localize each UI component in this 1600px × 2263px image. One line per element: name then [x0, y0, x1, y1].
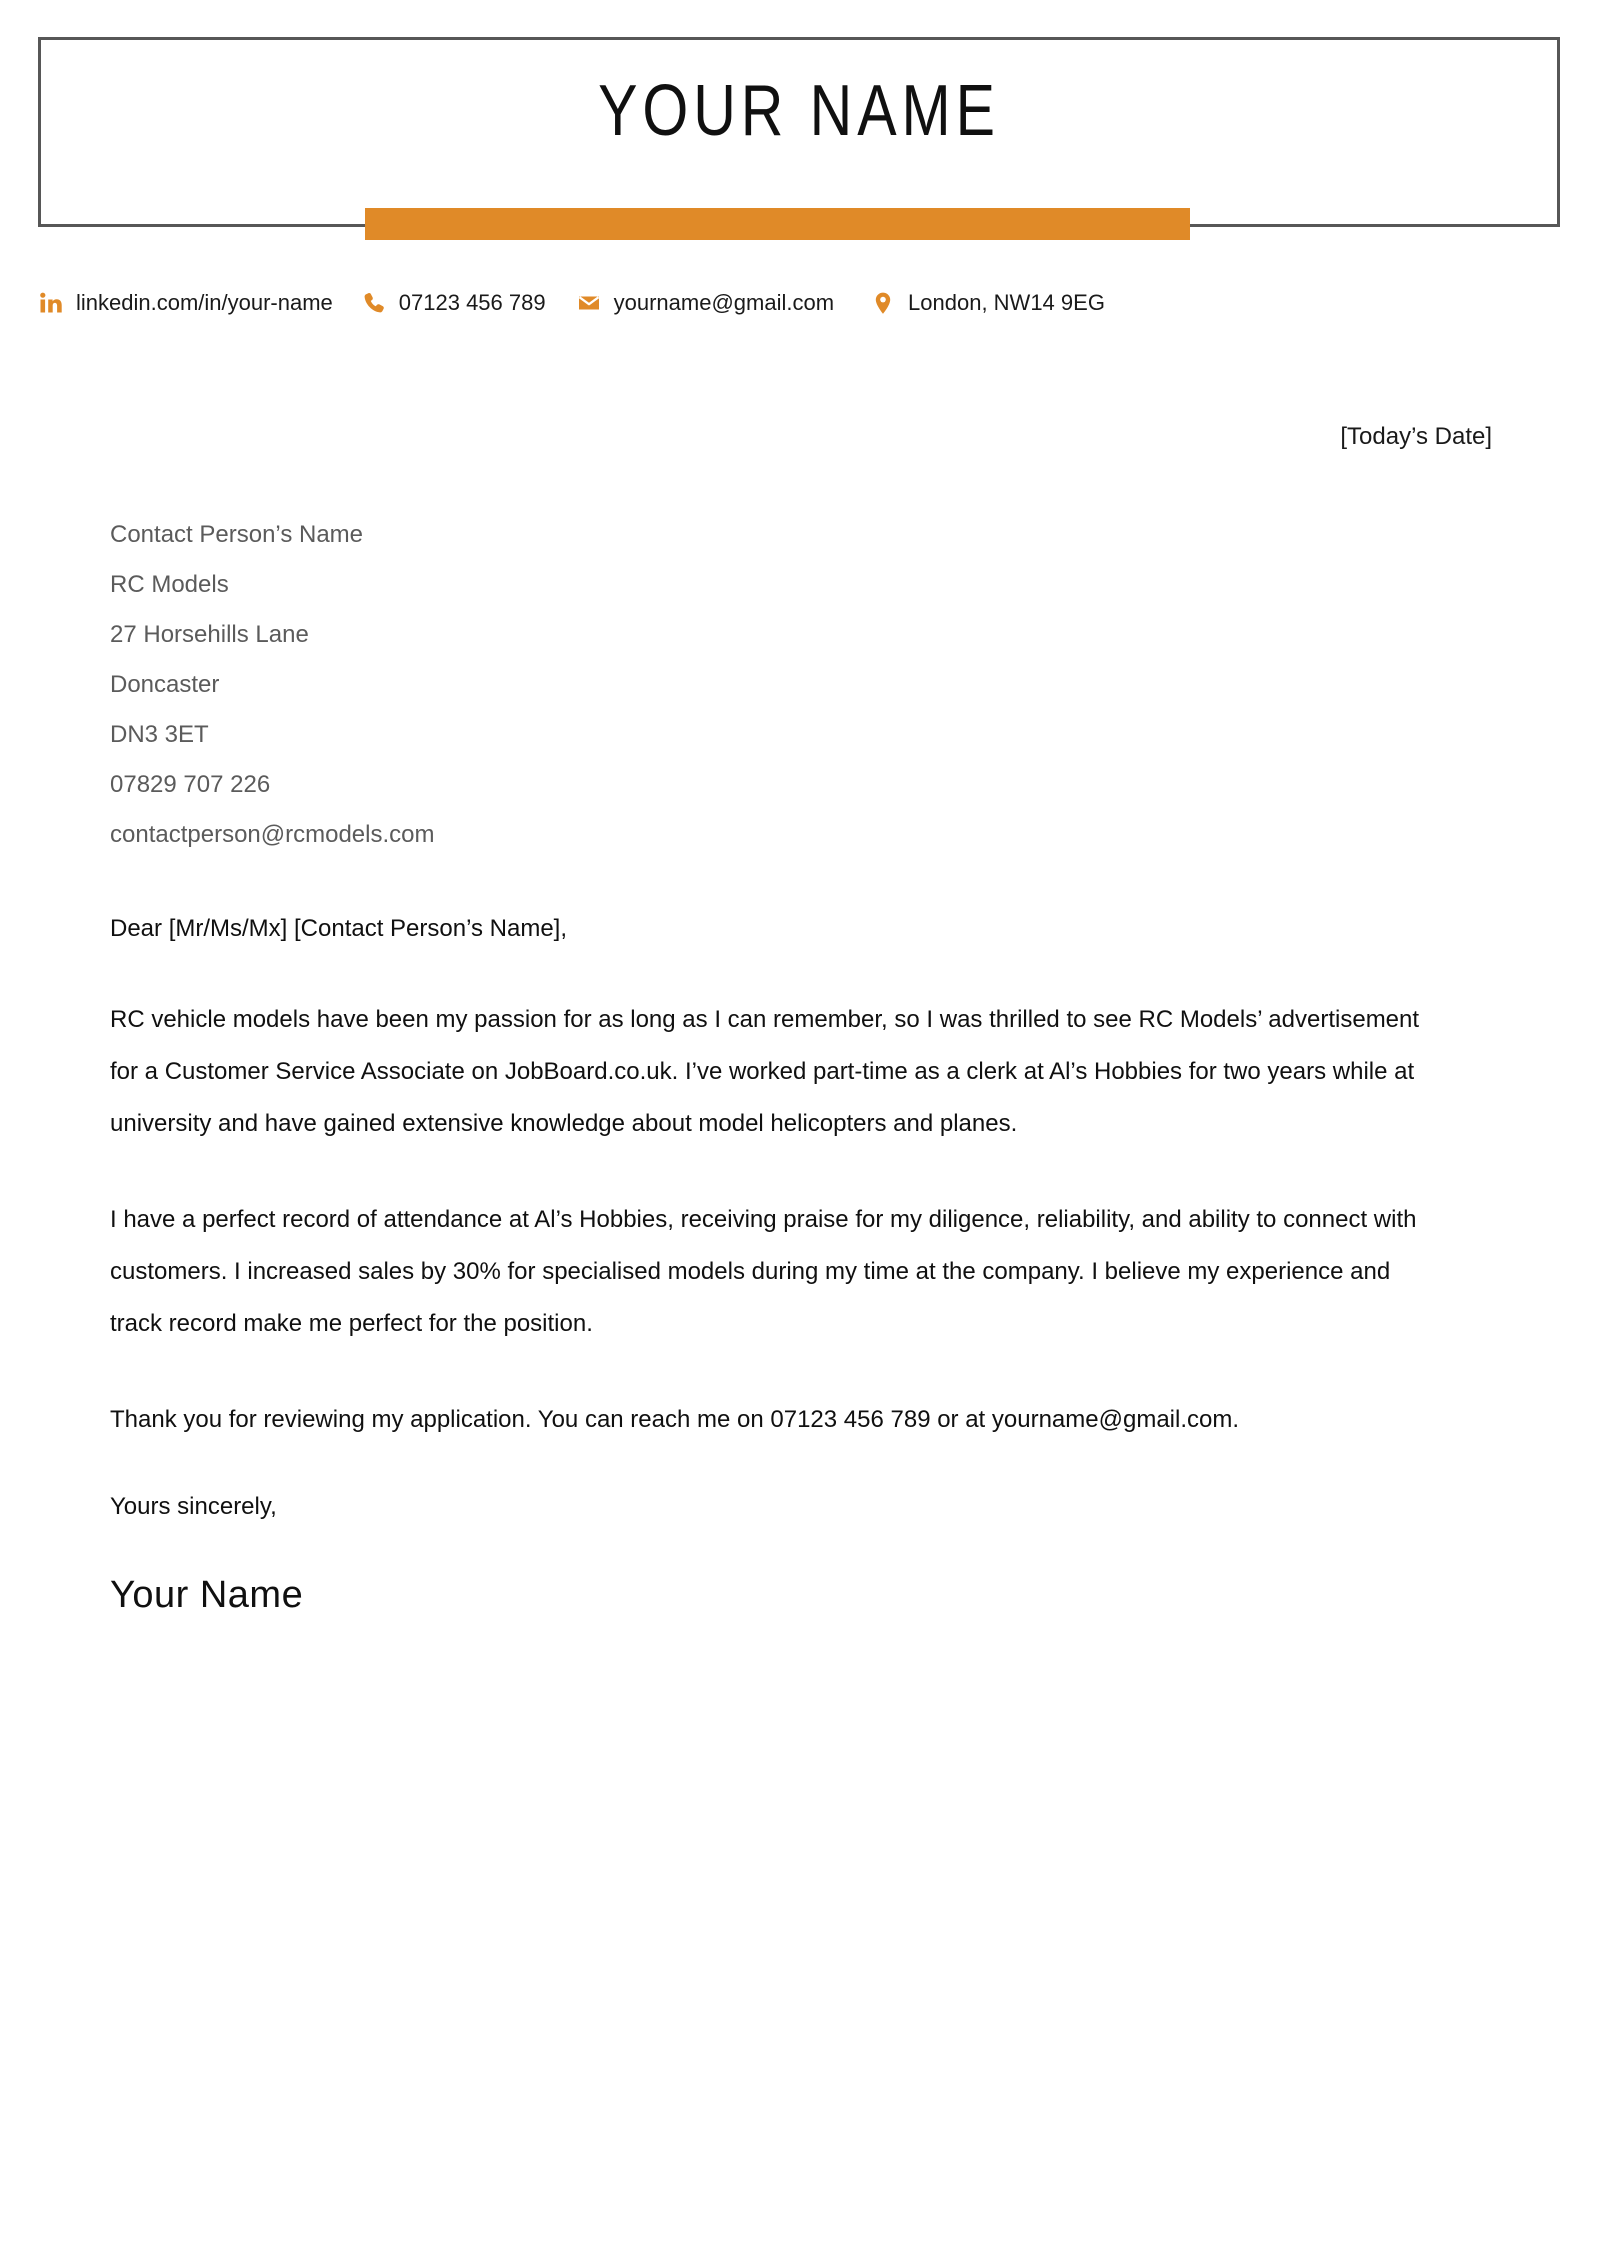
recipient-address-block	[110, 510, 1500, 860]
contact-item-phone[interactable]	[361, 283, 546, 323]
recipient-line: Doncaster	[110, 671, 220, 698]
linkedin-icon	[38, 290, 64, 316]
phone-icon	[361, 290, 387, 316]
phone-number-text: 07123 456 789	[398, 290, 546, 315]
body-paragraph-1: RC vehicle models have been my passion for as long as I can remember, so I was thrilled to see RC Models’ advertisement for a Customer Service Associate on JobBoard.co.uk. I’ve worked part-time as a clerk at Al’s Hobbies for two years while at university and have gained extensive knowledge about model helicopters and planes.	[110, 1006, 1420, 1137]
recipient-line: Contact Person’s Name	[110, 521, 364, 548]
letter-date: [Today’s Date]	[1340, 423, 1492, 450]
email-address-text: yourname@gmail.com	[613, 290, 835, 315]
location-text: London, NW14 9EG	[908, 290, 1105, 315]
recipient-line: RC Models	[110, 571, 229, 598]
salutation-line: Dear [Mr/Ms/Mx] [Contact Person’s Name],	[110, 915, 568, 942]
contact-item-email[interactable]	[576, 283, 834, 323]
recipient-line: 27 Horsehills Lane	[110, 621, 309, 648]
body-paragraph-2: I have a perfect record of attendance at Al’s Hobbies, receiving praise for my diligence, reliability, and ability to connect with customers. I increased sales by 30% for specialised models during my time at the company. I believe my experience and track record make me perfect for the position.	[110, 1206, 1417, 1337]
letter-body	[110, 420, 1500, 1618]
email-icon	[576, 290, 602, 316]
recipient-line: 07829 707 226	[110, 771, 271, 798]
location-pin-icon	[870, 290, 896, 316]
recipient-line: DN3 3ET	[110, 721, 209, 748]
letter-header	[0, 0, 1600, 250]
signature-name: Your Name	[110, 1574, 304, 1616]
contact-item-linkedin[interactable]	[38, 283, 333, 323]
body-paragraph-3: Thank you for reviewing my application. You can reach me on 07123 456 789 or at yourname@gmail.com.	[110, 1406, 1240, 1433]
linkedin-url-text: linkedin.com/in/your-name	[76, 290, 333, 315]
contact-info-bar	[38, 283, 1538, 323]
recipient-line: contactperson@rcmodels.com	[110, 821, 435, 848]
closing-line: Yours sincerely,	[110, 1493, 277, 1520]
applicant-name-title: YOUR NAME	[598, 71, 1000, 151]
contact-item-location[interactable]	[870, 283, 1105, 323]
header-accent-bar	[365, 208, 1190, 240]
